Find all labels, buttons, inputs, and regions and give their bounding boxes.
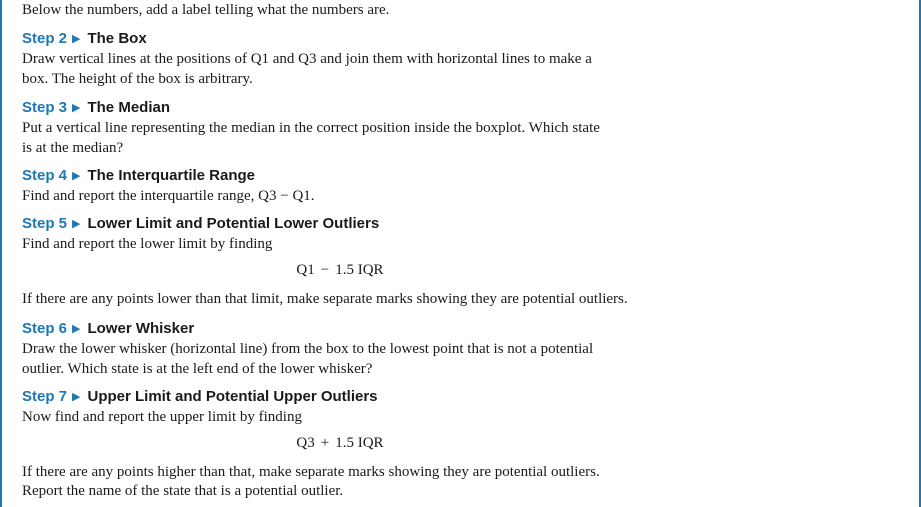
step-3	[22, 98, 600, 158]
formula-term: 1.5 IQR	[335, 262, 384, 278]
step-5-heading	[22, 214, 379, 235]
step-title: The Box	[87, 30, 147, 47]
right-triangle-icon: ▶	[72, 170, 81, 182]
step-text-line: Draw the lower whisker (horizontal line) from the box to the lowest point that is not a potential	[22, 341, 594, 357]
intro-text: Below the numbers, add a label telling what the numbers are.	[22, 2, 390, 18]
step-6-heading	[22, 319, 593, 340]
step-number: Step 7	[22, 388, 68, 405]
step-3-heading	[22, 98, 600, 119]
right-triangle-icon: ▶	[72, 218, 81, 230]
step-text-line: Find and report the interquartile range, Q3 − Q1.	[22, 188, 315, 204]
step-4	[22, 166, 315, 207]
upper-limit-formula	[22, 435, 658, 452]
step-text-line: Draw vertical lines at the positions of Q1 and Q3 and join them with horizontal lines to make a	[22, 51, 592, 67]
step-4-heading	[22, 166, 315, 187]
step-title: Upper Limit and Potential Upper Outliers	[87, 388, 378, 405]
step-text-line: outlier. Which state is at the left end of the lower whisker?	[22, 360, 373, 377]
step-text-line: is at the median?	[22, 139, 124, 156]
plus-sign: +	[320, 435, 330, 451]
step-7-heading	[22, 387, 378, 408]
lower-limit-formula	[22, 262, 658, 279]
step-2-heading	[22, 29, 592, 50]
step-title: Lower Whisker	[87, 320, 195, 337]
step-text-line: Report the name of the state that is a potential outlier.	[22, 483, 344, 499]
minus-sign: −	[320, 262, 330, 278]
step-2	[22, 29, 592, 89]
formula-term: 1.5 IQR	[335, 435, 384, 451]
step-title: Lower Limit and Potential Lower Outliers	[87, 215, 380, 232]
right-triangle-icon: ▶	[72, 102, 81, 114]
step-6	[22, 319, 593, 379]
step-number: Step 6	[22, 320, 68, 337]
step-number: Step 4	[22, 167, 68, 184]
step-text-line: If there are any points lower than that limit, make separate marks showing they are potential outliers.	[22, 291, 628, 307]
step-title: The Median	[87, 99, 170, 116]
right-triangle-icon: ▶	[72, 33, 81, 45]
right-triangle-icon: ▶	[72, 391, 81, 403]
step-5	[22, 214, 379, 255]
step-title: The Interquartile Range	[87, 167, 256, 184]
step-text-line: Find and report the lower limit by finding	[22, 236, 273, 252]
formula-term: Q3	[296, 435, 315, 451]
formula-term: Q1	[296, 262, 315, 278]
step-number: Step 3	[22, 99, 68, 116]
step-text-line: box. The height of the box is arbitrary.	[22, 70, 253, 87]
step-number: Step 5	[22, 215, 68, 232]
step-text-line: If there are any points higher than that, make separate marks showing they are potential outliers.	[22, 464, 600, 480]
right-triangle-icon: ▶	[72, 323, 81, 335]
step-text-line: Now find and report the upper limit by finding	[22, 409, 302, 425]
step-7	[22, 387, 378, 428]
step-text-line: Put a vertical line representing the median in the correct position inside the boxplot. Which state	[22, 120, 600, 136]
step-number: Step 2	[22, 30, 68, 47]
